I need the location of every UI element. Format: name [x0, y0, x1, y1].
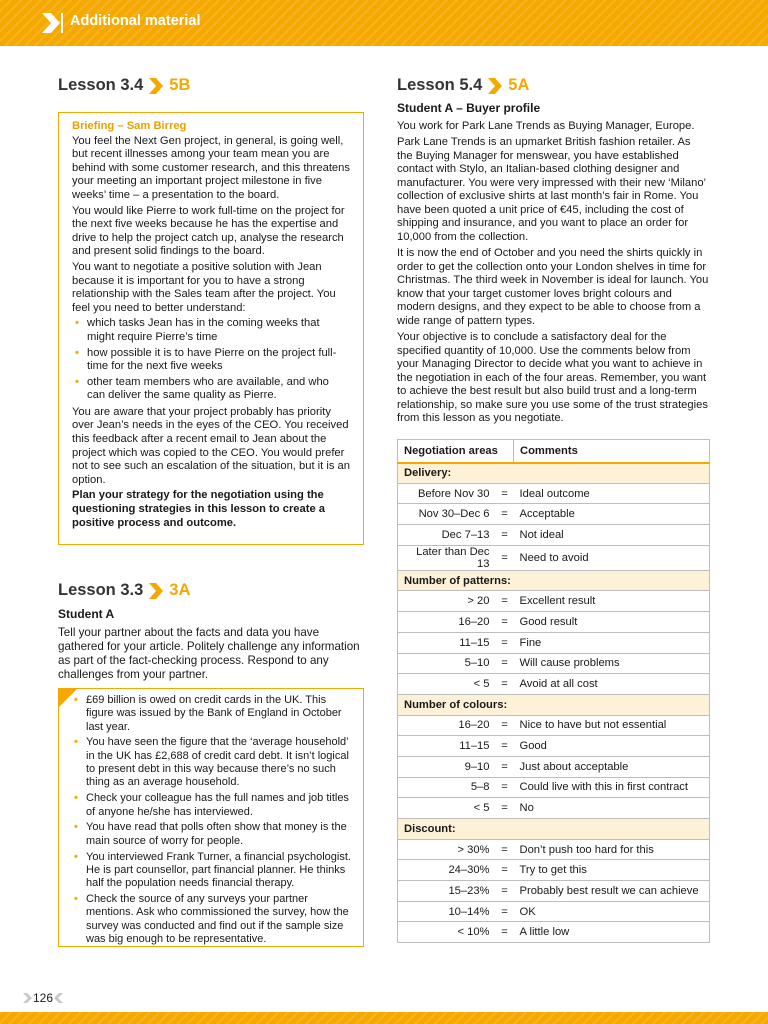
briefing-paragraph: You feel the Next Gen project, in general, is going well, but recent illnesses among your team mean you are behind with some customer research, and this threatens your meeting an important project milestone in five weeks’ time – a presentation to the board.	[72, 134, 350, 201]
row-comment: Good	[514, 736, 710, 757]
profile-paragraph: Your objective is to conclude a satisfactory deal for the specified quantity of 10,000. Use the comments below from your Managing Director to decide what you want to achieve in the negotiation in each of the four areas. Remember, you want to achieve the best result but also build trust and a long-term relationship, so make sure you use some of the trust strategies from this lesson as you negotiate.	[397, 331, 708, 424]
row-range: 24–30%	[398, 860, 496, 881]
table-row	[398, 674, 710, 695]
section-label: Delivery:	[398, 463, 710, 484]
row-comment: Could live with this in first contract	[514, 777, 710, 798]
chevron-left-icon	[53, 992, 64, 1004]
buyer-profile-title: Student A – Buyer profile	[397, 101, 541, 115]
row-range: 11–15	[398, 632, 496, 653]
equals-sign: =	[496, 525, 514, 546]
lesson-code: 3A	[169, 581, 191, 599]
table-section-row	[398, 463, 710, 484]
chevron-right-icon	[22, 992, 33, 1004]
list-item: • Check the source of any surveys your partner mentions. Ask who commissioned the survey, how the survey was conducted and find out if the sample size was big enough to be representative.	[71, 893, 351, 946]
equals-sign: =	[496, 901, 514, 922]
facts-box	[58, 688, 364, 947]
list-item: • You interviewed Frank Turner, a financial psychologist. He is part counsellor, part financial planner. He thinks half the population needs financial therapy.	[71, 851, 351, 891]
lesson-3-3-intro: Tell your partner about the facts and data you have gathered for your article. Politely challenge any information as part of the fact-checking process. Respond to any challenges from your partner.	[58, 626, 360, 681]
lesson-title: Lesson 3.3	[58, 581, 144, 599]
row-comment: OK	[514, 901, 710, 922]
equals-sign: =	[496, 632, 514, 653]
chevron-right-icon	[148, 582, 164, 600]
chevron-right-icon	[487, 77, 503, 95]
lesson-code: 5A	[508, 76, 530, 94]
table-section-row	[398, 694, 710, 715]
equals-sign: =	[496, 504, 514, 525]
profile-paragraph: Park Lane Trends is an upmarket British fashion retailer. As the Buying Manager for menswear, you have established contact with Stylo, an Italian-based clothing designer and manufacturer. You were very impressed with their new ‘Milano’ collection of exclusive shirts at last month’s fair in Rome. You have been quoted a unit price of €45, including the cost of shipping and insurance, and you want to place an order for 10,000 from the collection.	[397, 136, 706, 243]
equals-sign: =	[496, 777, 514, 798]
lesson-code: 5B	[169, 76, 191, 94]
table-header-areas: Negotiation areas	[398, 440, 514, 463]
table-row	[398, 653, 710, 674]
section-label: Discount:	[398, 819, 710, 840]
equals-sign: =	[496, 483, 514, 504]
row-range: 11–15	[398, 736, 496, 757]
lesson-title: Lesson 5.4	[397, 76, 483, 94]
table-row	[398, 756, 710, 777]
row-range: > 20	[398, 591, 496, 612]
page-number	[22, 991, 64, 1005]
lesson-5-4-heading	[397, 76, 529, 95]
briefing-box	[58, 112, 364, 545]
row-comment: Not ideal	[514, 525, 710, 546]
equals-sign: =	[496, 545, 514, 570]
header-divider	[61, 13, 63, 33]
table-row	[398, 881, 710, 902]
lesson-title: Lesson 3.4	[58, 76, 144, 94]
table-row	[398, 922, 710, 943]
lesson-3-4-heading	[58, 76, 190, 95]
table-row	[398, 715, 710, 736]
table-section-row	[398, 819, 710, 840]
list-item: • other team members who are available, and who can deliver the same quality as Pierre.	[72, 376, 350, 403]
row-range: < 5	[398, 798, 496, 819]
list-item: • Check your colleague has the full names and job titles of anyone he/she has interviewed.	[71, 792, 351, 819]
row-range: 5–8	[398, 777, 496, 798]
profile-paragraph: You work for Park Lane Trends as Buying Manager, Europe.	[397, 119, 695, 132]
equals-sign: =	[496, 736, 514, 757]
equals-sign: =	[496, 653, 514, 674]
table-row	[398, 525, 710, 546]
table-row	[398, 612, 710, 633]
lesson-3-3-heading	[58, 581, 190, 600]
table-row	[398, 736, 710, 757]
table-row	[398, 483, 710, 504]
row-range: 16–20	[398, 612, 496, 633]
briefing-paragraph: You would like Pierre to work full-time on the project for the next five weeks because he has the expertise and drive to help the project catch up, analyse the research and present solid findings to the board.	[72, 204, 345, 258]
equals-sign: =	[496, 881, 514, 902]
row-comment: Ideal outcome	[514, 483, 710, 504]
list-item: • £69 billion is owed on credit cards in the UK. This figure was issued by the Bank of England in October last year.	[71, 694, 351, 734]
row-range: Later than Dec 13	[398, 545, 496, 570]
row-comment: Try to get this	[514, 860, 710, 881]
briefing-bullet-list	[72, 317, 350, 403]
table-section-row	[398, 570, 710, 591]
row-comment: No	[514, 798, 710, 819]
table-row	[398, 839, 710, 860]
table-row	[398, 632, 710, 653]
row-comment: Don’t push too hard for this	[514, 839, 710, 860]
equals-sign: =	[496, 612, 514, 633]
row-comment: Just about acceptable	[514, 756, 710, 777]
student-a-label: Student A	[58, 607, 115, 621]
header-title: Additional material	[70, 13, 201, 29]
row-range: 15–23%	[398, 881, 496, 902]
row-comment: Need to avoid	[514, 545, 710, 570]
row-range: 5–10	[398, 653, 496, 674]
header-banner	[0, 0, 768, 46]
briefing-title: Briefing – Sam Birreg	[72, 120, 187, 132]
equals-sign: =	[496, 674, 514, 695]
table-row	[398, 591, 710, 612]
list-item: • You have seen the figure that the ‘average household’ in the UK has £2,688 of credit card debt. It isn’t logical to present debt in this way because there’s no such thing as an average household.	[71, 736, 351, 789]
row-range: < 5	[398, 674, 496, 695]
equals-sign: =	[496, 715, 514, 736]
row-comment: A little low	[514, 922, 710, 943]
profile-paragraph: It is now the end of October and you need the shirts quickly in order to get the collection onto your London shelves in time for Christmas. The third week in November is ideal for launch. You know that your target customer loves bright colours and modern designs, and they expect to be able to choose from a wide range of pattern types.	[397, 247, 709, 327]
table-row	[398, 860, 710, 881]
row-comment: Nice to have but not essential	[514, 715, 710, 736]
page-number-text: 126	[33, 991, 54, 1005]
row-comment: Will cause problems	[514, 653, 710, 674]
table-header-comments: Comments	[514, 440, 710, 463]
table-row	[398, 777, 710, 798]
equals-sign: =	[496, 798, 514, 819]
chevron-right-icon	[40, 12, 62, 34]
footer-strip	[0, 1012, 768, 1024]
list-item: • which tasks Jean has in the coming weeks that might require Pierre’s time	[72, 317, 350, 344]
table-row	[398, 545, 710, 570]
equals-sign: =	[496, 922, 514, 943]
section-label: Number of patterns:	[398, 570, 710, 591]
facts-bullet-list	[71, 694, 351, 946]
row-range: Before Nov 30	[398, 483, 496, 504]
equals-sign: =	[496, 839, 514, 860]
row-comment: Probably best result we can achieve	[514, 881, 710, 902]
row-range: 16–20	[398, 715, 496, 736]
section-label: Number of colours:	[398, 694, 710, 715]
chevron-right-icon	[148, 77, 164, 95]
table-row	[398, 901, 710, 922]
row-comment: Avoid at all cost	[514, 674, 710, 695]
briefing-paragraph: You want to negotiate a positive solution with Jean because it is important for you to have a strong relationship with the Sales team after the project. You feel you need to better understand:	[72, 260, 336, 314]
briefing-instruction: Plan your strategy for the negotiation using the questioning strategies in this lesson to create a positive process and outcome.	[72, 489, 326, 529]
equals-sign: =	[496, 860, 514, 881]
row-comment: Fine	[514, 632, 710, 653]
row-comment: Excellent result	[514, 591, 710, 612]
row-range: 10–14%	[398, 901, 496, 922]
row-range: 9–10	[398, 756, 496, 777]
row-range: Nov 30–Dec 6	[398, 504, 496, 525]
briefing-paragraph: You are aware that your project probably has priority over Jean’s needs in the eyes of the CEO. You received this feedback after a recent email to Jean about the project which was copied to the CEO. You would prefer not to see such an escalation of the situation, but it is an option.	[72, 405, 350, 486]
list-item: • You have read that polls often show that money is the main source of worry for people.	[71, 821, 351, 848]
row-range: > 30%	[398, 839, 496, 860]
row-range: < 10%	[398, 922, 496, 943]
equals-sign: =	[496, 591, 514, 612]
row-range: Dec 7–13	[398, 525, 496, 546]
list-item: • how possible it is to have Pierre on the project full-time for the next five weeks	[72, 347, 350, 374]
table-row	[398, 504, 710, 525]
row-comment: Acceptable	[514, 504, 710, 525]
table-row	[398, 798, 710, 819]
table-header-row	[398, 440, 710, 463]
negotiation-table	[397, 439, 710, 943]
row-comment: Good result	[514, 612, 710, 633]
equals-sign: =	[496, 756, 514, 777]
